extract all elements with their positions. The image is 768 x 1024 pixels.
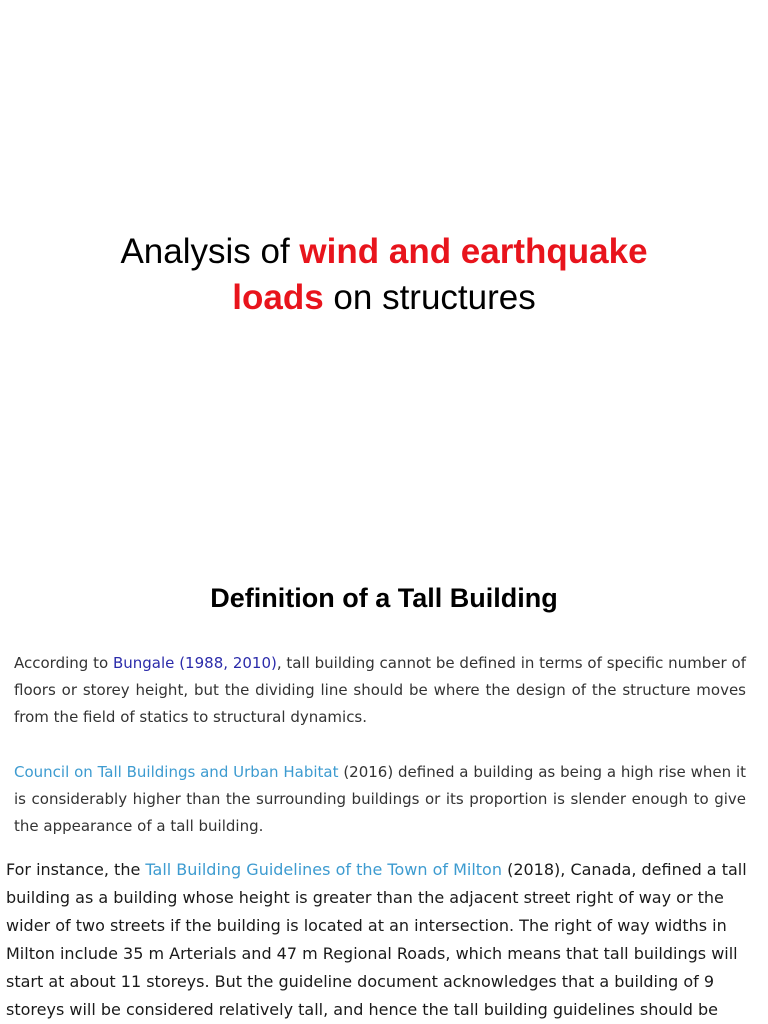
title-text-start: Analysis of <box>120 232 300 271</box>
paragraph-1-text-start: According to <box>14 654 113 672</box>
paragraph-milton <box>6 856 760 1024</box>
section-heading: Definition of a Tall Building <box>210 583 558 613</box>
ctbuh-citation-link[interactable]: Council on Tall Buildings and Urban Habitat <box>14 763 339 781</box>
title-highlight-wind-earthquake: wind and earthquake <box>299 232 648 271</box>
title-text-end: on structures <box>323 278 536 317</box>
paragraph-1-text-end: , tall building cannot be defined in terms of specific number of floors or storey height, but the dividing line should be where the design of the structure moves from the field of statics to structural dynamics. <box>14 654 746 726</box>
slide-title <box>0 229 768 321</box>
title-highlight-loads: loads <box>232 278 324 317</box>
paragraph-ctbuh <box>14 759 746 840</box>
milton-guidelines-link[interactable]: Tall Building Guidelines of the Town of Milton <box>145 860 502 879</box>
paragraph-3-text-end: (2018), Canada, defined a tall building as a building whose height is greater than the adjacent street right of way or the wider of two streets if the building is located at an intersection. The right of way widths in Milton include 35 m Arterials and 47 m Regional Roads, which means that tall buildings will start at about 11 storeys. But the guideline document acknowledges that a building of 9 storeys will be considered relatively tall, and hence the tall building guidelines should be <box>6 860 747 1019</box>
paragraph-2-text-end: (2016) defined a building as being a high rise when it is considerably higher than the surrounding buildings or its proportion is slender enough to give the appearance of a tall building. <box>14 763 746 835</box>
paragraph-3-text-start: For instance, the <box>6 860 146 879</box>
bungale-citation-link[interactable]: Bungale (1988, 2010) <box>112 654 277 672</box>
paragraph-bungale <box>14 650 746 731</box>
